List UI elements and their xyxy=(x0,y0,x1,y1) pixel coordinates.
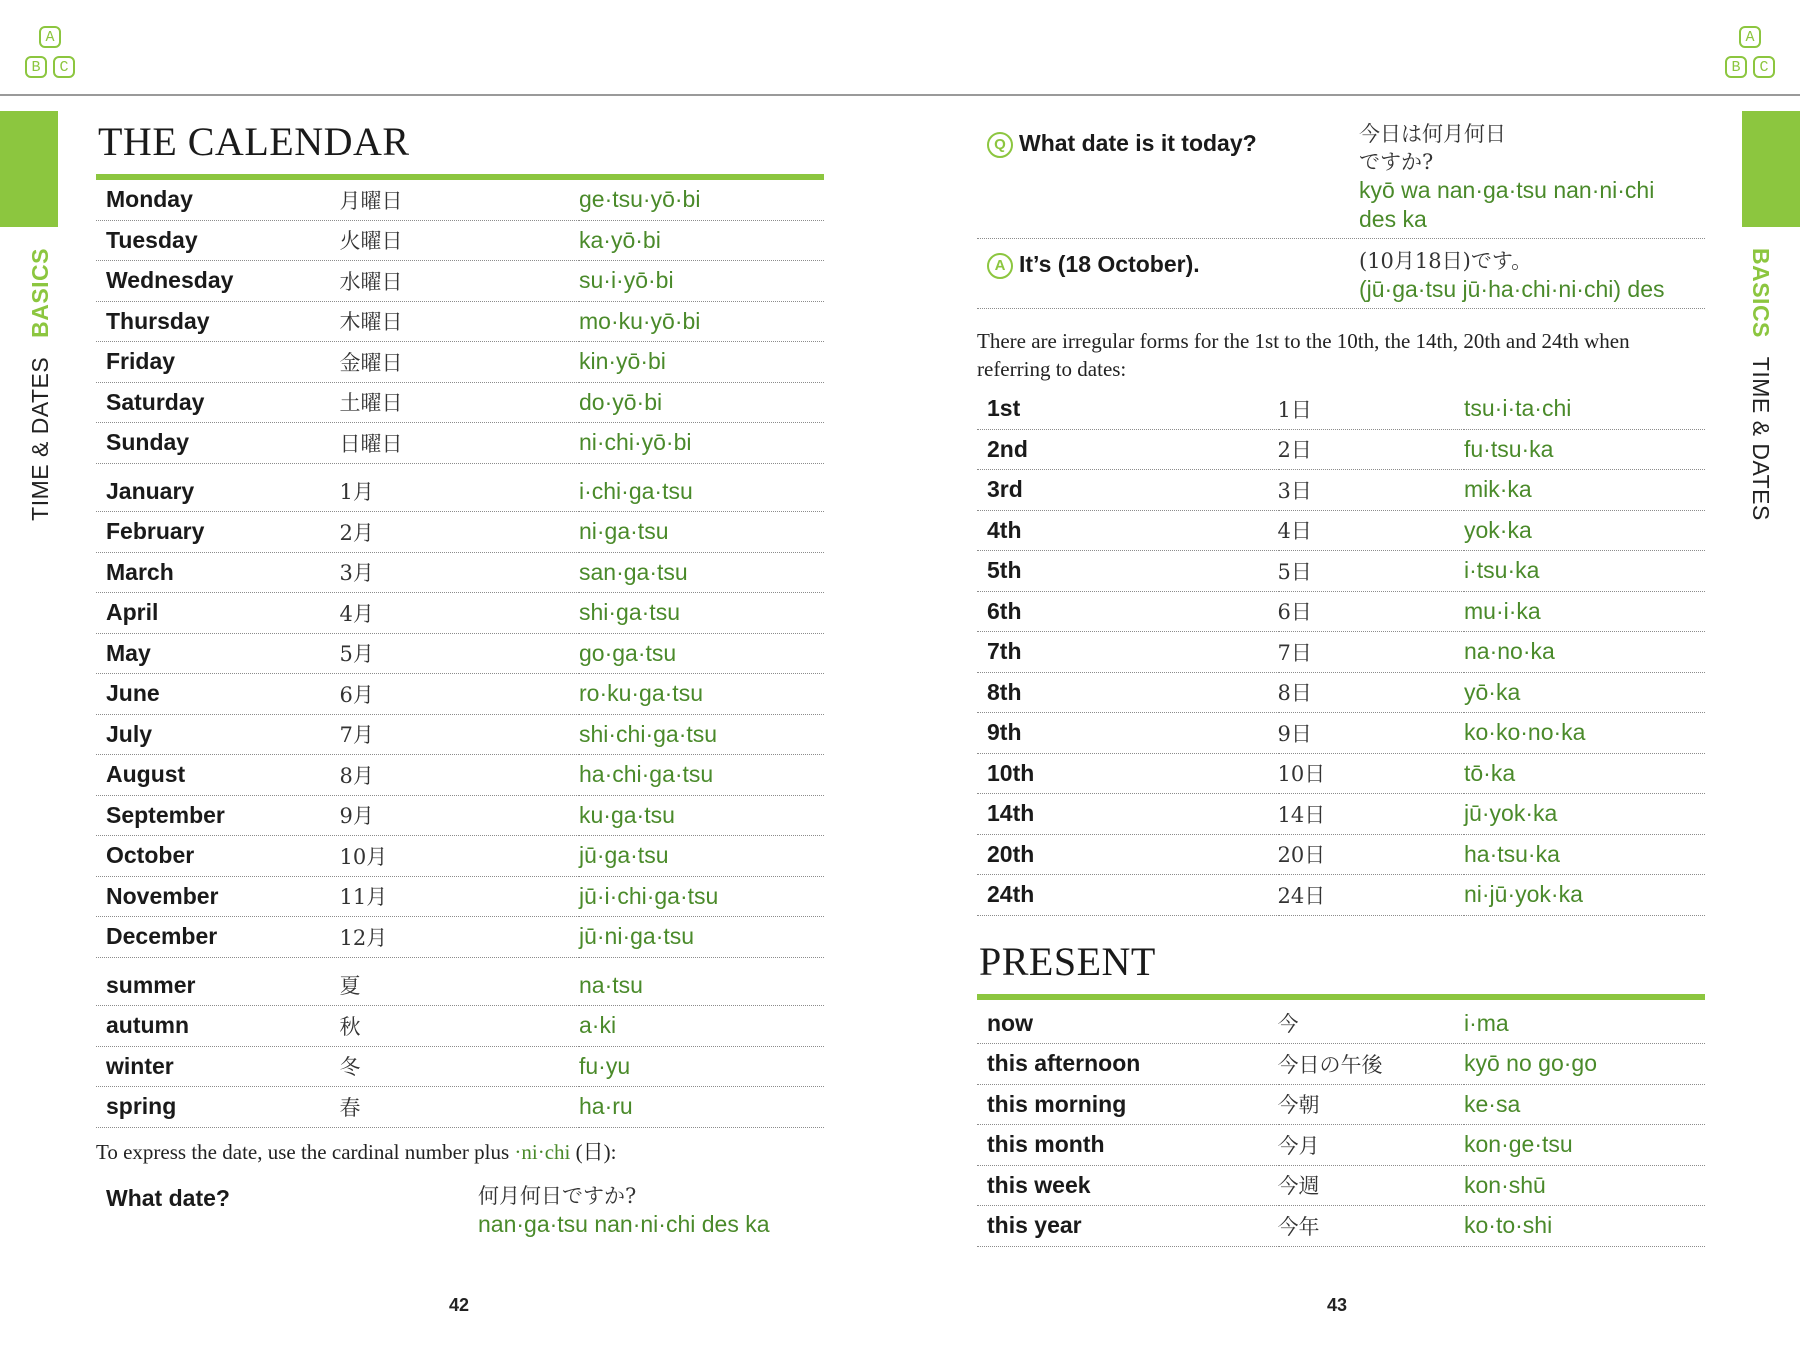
english-term: 4th xyxy=(977,510,1277,551)
vocab-row xyxy=(96,180,824,220)
japanese-term: 9月 xyxy=(339,795,579,836)
romaji-term: ni·jū·yok·ka xyxy=(1464,875,1705,916)
section-label: BASICS xyxy=(27,248,53,338)
romaji-term: ha·tsu·ka xyxy=(1464,834,1705,875)
vocab-row xyxy=(96,423,824,464)
english-term: spring xyxy=(96,1087,339,1128)
english-term: June xyxy=(96,674,339,715)
vocab-row xyxy=(96,1046,824,1087)
romaji-term: kin·yō·bi xyxy=(579,342,824,383)
vocab-row xyxy=(977,632,1705,673)
vocab-row xyxy=(96,714,824,755)
vocab-row xyxy=(96,966,824,1006)
abc-icon xyxy=(22,26,78,84)
japanese-term: 2日 xyxy=(1277,429,1464,470)
english-term: May xyxy=(96,633,339,674)
days-group xyxy=(96,180,824,463)
english-term: April xyxy=(96,593,339,634)
vocab-row xyxy=(96,876,824,917)
vocab-row xyxy=(977,713,1705,754)
english-term: this week xyxy=(977,1165,1277,1206)
abc-icon xyxy=(1722,26,1778,84)
english-term: 5th xyxy=(977,551,1277,592)
chapter-label: TIME & DATES xyxy=(27,356,53,521)
abc-key-a: A xyxy=(1739,26,1761,48)
romaji-term: san·ga·tsu xyxy=(579,552,824,593)
japanese-term: 10月 xyxy=(339,836,579,877)
japanese-term: 金曜日 xyxy=(339,342,579,383)
romaji-term: i·ma xyxy=(1464,1004,1705,1044)
note-term: ·ni·chi xyxy=(514,1139,571,1164)
vocab-row xyxy=(96,261,824,302)
romaji-term: fu·tsu·ka xyxy=(1464,429,1705,470)
english-term: Sunday xyxy=(96,423,339,464)
japanese-term: 8日 xyxy=(1277,672,1464,713)
english-term: winter xyxy=(96,1046,339,1087)
romaji-term: kon·ge·tsu xyxy=(1464,1125,1705,1166)
romaji-term: kyō no go·go xyxy=(1464,1044,1705,1085)
japanese-term: 1日 xyxy=(1277,389,1464,429)
vocab-row xyxy=(977,1165,1705,1206)
japanese-term: 今日の午後 xyxy=(1277,1044,1464,1085)
english-term: September xyxy=(96,795,339,836)
japanese-term: 冬 xyxy=(339,1046,579,1087)
japanese-term: 今 xyxy=(1277,1004,1464,1044)
english-term: 9th xyxy=(977,713,1277,754)
romaji-term: shi·chi·ga·tsu xyxy=(579,714,824,755)
romaji-term: i·chi·ga·tsu xyxy=(579,472,824,512)
present-table xyxy=(977,1004,1705,1247)
english-term: Saturday xyxy=(96,382,339,423)
question-romaji-1: kyō wa nan·ga·tsu nan·ni·chi xyxy=(1359,177,1655,203)
note-text: To express the date, use the cardinal number plus xyxy=(96,1139,515,1164)
english-term: this year xyxy=(977,1206,1277,1247)
right-page xyxy=(977,110,1705,1247)
what-date-row xyxy=(96,1182,824,1239)
left-page xyxy=(96,110,824,1239)
romaji-term: go·ga·tsu xyxy=(579,633,824,674)
japanese-term: 4月 xyxy=(339,593,579,634)
japanese-term: 11月 xyxy=(339,876,579,917)
english-term: March xyxy=(96,552,339,593)
english-term: 1st xyxy=(977,389,1277,429)
romaji-term: kon·shū xyxy=(1464,1165,1705,1206)
romaji-term: jū·i·chi·ga·tsu xyxy=(579,876,824,917)
romaji-term: yō·ka xyxy=(1464,672,1705,713)
question-icon: Q xyxy=(987,132,1013,158)
vocab-row xyxy=(96,593,824,634)
vocab-row xyxy=(96,755,824,796)
japanese-term: 1月 xyxy=(339,472,579,512)
romaji-term: tō·ka xyxy=(1464,753,1705,794)
section-label: BASICS xyxy=(1748,248,1774,338)
romaji-term: mu·i·ka xyxy=(1464,591,1705,632)
abc-key-c: C xyxy=(1753,56,1775,78)
english-term: 20th xyxy=(977,834,1277,875)
japanese-term: 日曜日 xyxy=(339,423,579,464)
japanese-term: 今朝 xyxy=(1277,1084,1464,1125)
japanese-term: 3日 xyxy=(1277,470,1464,511)
abc-key-b: B xyxy=(1725,56,1747,78)
abc-key-c: C xyxy=(53,56,75,78)
vocab-row xyxy=(96,633,824,674)
question-row xyxy=(977,110,1705,239)
english-term: 7th xyxy=(977,632,1277,673)
answer-english-cell xyxy=(977,247,1359,304)
japanese-term: 春 xyxy=(339,1087,579,1128)
note-suffix: (日): xyxy=(570,1139,617,1164)
side-label-right xyxy=(1747,248,1774,521)
what-date-english: What date? xyxy=(106,1184,230,1211)
question-japanese-1: 今日は何月何日 xyxy=(1359,122,1506,146)
japanese-term: 土曜日 xyxy=(339,382,579,423)
answer-romaji: (jū·ga·tsu jū·ha·chi·ni·chi) des xyxy=(1359,276,1665,302)
english-term: February xyxy=(96,512,339,553)
romaji-term: na·tsu xyxy=(579,966,824,1006)
vocab-row xyxy=(977,551,1705,592)
romaji-term: jū·ga·tsu xyxy=(579,836,824,877)
romaji-term: i·tsu·ka xyxy=(1464,551,1705,592)
english-term: autumn xyxy=(96,1006,339,1047)
page-number-right: 43 xyxy=(1327,1295,1348,1315)
japanese-term: 夏 xyxy=(339,966,579,1006)
japanese-term: 水曜日 xyxy=(339,261,579,302)
romaji-term: ha·ru xyxy=(579,1087,824,1128)
vocab-row xyxy=(977,794,1705,835)
japanese-term: 9日 xyxy=(1277,713,1464,754)
irregular-note: There are irregular forms for the 1st to the 10th, the 14th, 20th and 24th when referring to dates: xyxy=(977,329,1630,381)
japanese-term: 今年 xyxy=(1277,1206,1464,1247)
romaji-term: na·no·ka xyxy=(1464,632,1705,673)
romaji-term: do·yō·bi xyxy=(579,382,824,423)
japanese-term: 6月 xyxy=(339,674,579,715)
japanese-term: 7日 xyxy=(1277,632,1464,673)
side-tab-left xyxy=(0,111,58,227)
vocab-row xyxy=(96,674,824,715)
english-term: January xyxy=(96,472,339,512)
calendar-title: THE CALENDAR xyxy=(98,119,410,164)
vocab-row xyxy=(96,220,824,261)
date-note xyxy=(96,1138,824,1166)
japanese-term: 8月 xyxy=(339,755,579,796)
question-english-cell xyxy=(977,120,1359,234)
romaji-term: mik·ka xyxy=(1464,470,1705,511)
japanese-term: 6日 xyxy=(1277,591,1464,632)
answer-japanese: (10月18日)です。 xyxy=(1359,249,1533,273)
vocab-row xyxy=(977,1206,1705,1247)
english-term: July xyxy=(96,714,339,755)
romaji-term: ge·tsu·yō·bi xyxy=(579,180,824,220)
romaji-term: ha·chi·ga·tsu xyxy=(579,755,824,796)
group-gap xyxy=(96,463,824,472)
vocab-row xyxy=(96,917,824,958)
vocab-row xyxy=(977,875,1705,916)
english-term: 24th xyxy=(977,875,1277,916)
japanese-term: 5月 xyxy=(339,633,579,674)
japanese-term: 7月 xyxy=(339,714,579,755)
english-term: 14th xyxy=(977,794,1277,835)
months-group xyxy=(96,472,824,958)
romaji-term: jū·yok·ka xyxy=(1464,794,1705,835)
english-term: October xyxy=(96,836,339,877)
japanese-term: 3月 xyxy=(339,552,579,593)
romaji-term: mo·ku·yō·bi xyxy=(579,301,824,342)
romaji-term: ko·to·shi xyxy=(1464,1206,1705,1247)
english-term: summer xyxy=(96,966,339,1006)
japanese-term: 月曜日 xyxy=(339,180,579,220)
vocab-row xyxy=(977,1044,1705,1085)
english-term: Tuesday xyxy=(96,220,339,261)
vocab-row xyxy=(96,342,824,383)
romaji-term: ro·ku·ga·tsu xyxy=(579,674,824,715)
japanese-term: 12月 xyxy=(339,917,579,958)
english-term: 8th xyxy=(977,672,1277,713)
japanese-term: 火曜日 xyxy=(339,220,579,261)
vocab-row xyxy=(96,512,824,553)
vocab-row xyxy=(96,1087,824,1128)
romaji-term: fu·yu xyxy=(579,1046,824,1087)
dates-table xyxy=(977,389,1705,916)
abc-key-b: B xyxy=(25,56,47,78)
chapter-label: TIME & DATES xyxy=(1748,356,1774,521)
english-term: 6th xyxy=(977,591,1277,632)
english-term: 10th xyxy=(977,753,1277,794)
vocab-row xyxy=(977,591,1705,632)
answer-row xyxy=(977,239,1705,309)
present-rule xyxy=(977,994,1705,1000)
vocab-row xyxy=(977,1125,1705,1166)
english-term: December xyxy=(96,917,339,958)
vocab-row xyxy=(977,672,1705,713)
english-term: August xyxy=(96,755,339,796)
english-term: Wednesday xyxy=(96,261,339,302)
japanese-term: 今月 xyxy=(1277,1125,1464,1166)
english-term: Thursday xyxy=(96,301,339,342)
romaji-term: a·ki xyxy=(579,1006,824,1047)
answer-english: It’s (18 October). xyxy=(1019,251,1200,277)
romaji-term: shi·ga·tsu xyxy=(579,593,824,634)
question-romaji-2: des ka xyxy=(1359,206,1427,232)
japanese-term: 20日 xyxy=(1277,834,1464,875)
japanese-term: 24日 xyxy=(1277,875,1464,916)
romaji-term: ku·ga·tsu xyxy=(579,795,824,836)
japanese-term: 14日 xyxy=(1277,794,1464,835)
vocab-row xyxy=(96,472,824,512)
romaji-term: ka·yō·bi xyxy=(579,220,824,261)
romaji-term: ko·ko·no·ka xyxy=(1464,713,1705,754)
vocab-row xyxy=(977,834,1705,875)
english-term: this month xyxy=(977,1125,1277,1166)
romaji-term: jū·ni·ga·tsu xyxy=(579,917,824,958)
side-tab-right xyxy=(1742,111,1800,227)
romaji-term: yok·ka xyxy=(1464,510,1705,551)
present-group xyxy=(977,1004,1705,1247)
group-gap xyxy=(96,957,824,966)
romaji-term: ni·chi·yō·bi xyxy=(579,423,824,464)
japanese-term: 5日 xyxy=(1277,551,1464,592)
vocab-row xyxy=(96,382,824,423)
english-term: November xyxy=(96,876,339,917)
romaji-term: tsu·i·ta·chi xyxy=(1464,389,1705,429)
english-term: now xyxy=(977,1004,1277,1044)
english-term: Monday xyxy=(96,180,339,220)
present-title: PRESENT xyxy=(979,938,1156,984)
japanese-term: 4日 xyxy=(1277,510,1464,551)
english-term: 3rd xyxy=(977,470,1277,511)
vocab-row xyxy=(977,753,1705,794)
question-japanese-2: ですか? xyxy=(1359,150,1434,174)
header-divider xyxy=(0,94,1800,96)
vocab-row xyxy=(96,1006,824,1047)
question-english: What date is it today? xyxy=(1019,130,1257,156)
vocab-row xyxy=(977,1084,1705,1125)
side-label-left xyxy=(27,248,54,521)
english-term: 2nd xyxy=(977,429,1277,470)
japanese-term: 秋 xyxy=(339,1006,579,1047)
vocab-row xyxy=(96,836,824,877)
seasons-group xyxy=(96,966,824,1128)
japanese-term: 2月 xyxy=(339,512,579,553)
english-term: this afternoon xyxy=(977,1044,1277,1085)
vocab-row xyxy=(977,1004,1705,1044)
page-number-left: 42 xyxy=(449,1295,470,1315)
vocab-row xyxy=(96,795,824,836)
romaji-term: su·i·yō·bi xyxy=(579,261,824,302)
vocab-row xyxy=(977,389,1705,429)
english-term: this morning xyxy=(977,1084,1277,1125)
answer-icon: A xyxy=(987,253,1013,279)
vocab-row xyxy=(96,301,824,342)
dates-group xyxy=(977,389,1705,915)
calendar-table xyxy=(96,180,824,1128)
what-date-japanese: 何月何日ですか? xyxy=(478,1183,637,1208)
japanese-term: 10日 xyxy=(1277,753,1464,794)
romaji-term: ni·ga·tsu xyxy=(579,512,824,553)
vocab-row xyxy=(977,510,1705,551)
what-date-romaji: nan·ga·tsu nan·ni·chi des ka xyxy=(478,1210,770,1237)
romaji-term: ke·sa xyxy=(1464,1084,1705,1125)
abc-key-a: A xyxy=(39,26,61,48)
japanese-term: 木曜日 xyxy=(339,301,579,342)
english-term: Friday xyxy=(96,342,339,383)
vocab-row xyxy=(977,470,1705,511)
vocab-row xyxy=(96,552,824,593)
japanese-term: 今週 xyxy=(1277,1165,1464,1206)
vocab-row xyxy=(977,429,1705,470)
